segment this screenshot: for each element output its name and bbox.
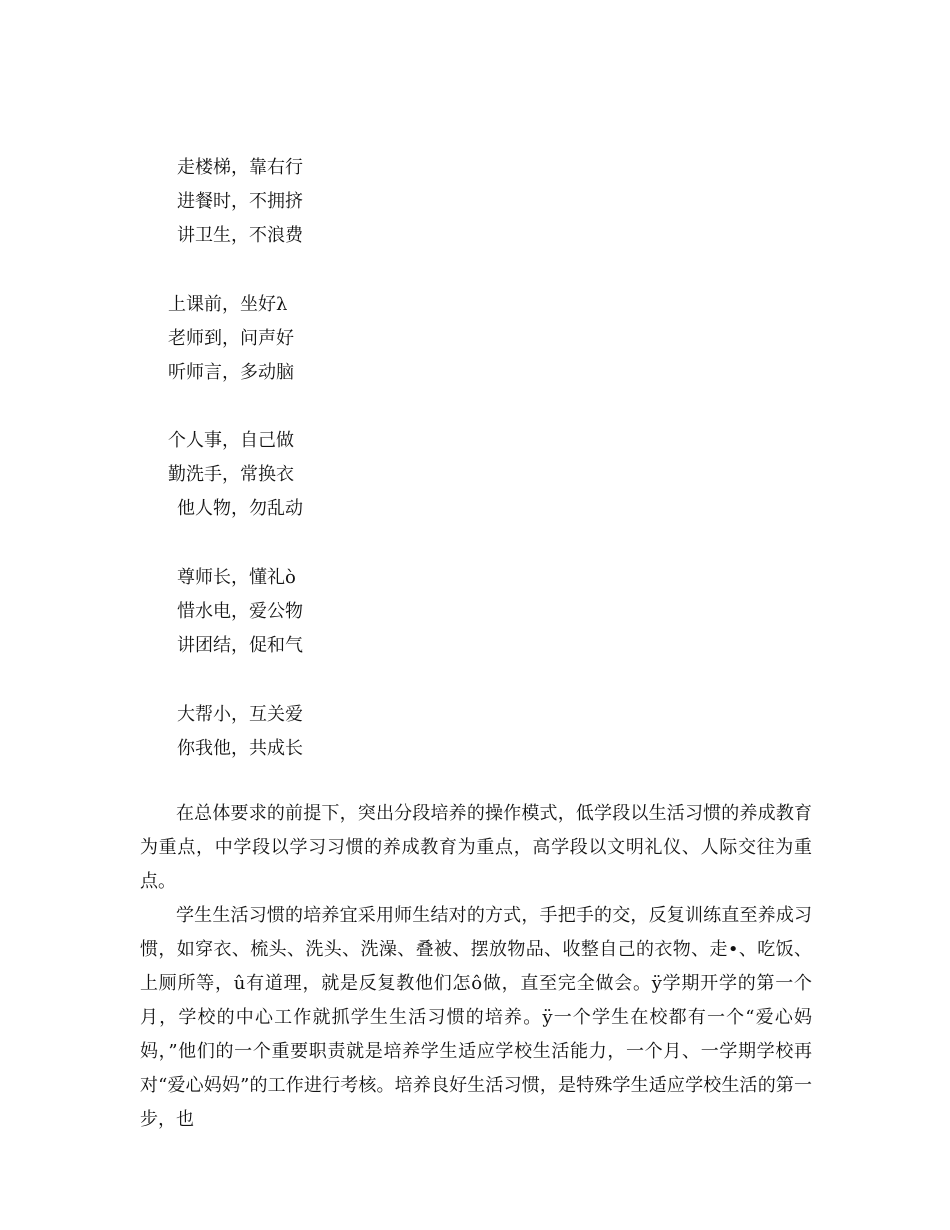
verse-line: 勤洗手，常换衣 <box>168 464 294 485</box>
verse-line: 惜水电，爱公物 <box>177 601 303 622</box>
verse-line: 个人事，自己做 <box>168 430 294 451</box>
verse-line: 老师到，问声好 <box>168 328 294 349</box>
verse-line: 上课前，坐好λ <box>168 294 288 315</box>
verse-line: 讲卫生，不浪费 <box>177 225 303 246</box>
verse-line: 进餐时，不拥挤 <box>177 191 303 212</box>
verse-line: 听师言，多动脑 <box>168 362 294 383</box>
verse-line: 讲团结，促和气 <box>177 635 303 656</box>
body-paragraph: 在总体要求的前提下，突出分段培养的操作模式，低学段以生活习惯的养成教育为重点，中学段以学习习惯的养成教育为重点，高学段以文明礼仪、人际交往为重点。 <box>140 803 812 892</box>
body-paragraph: 学生生活习惯的培养宜采用师生结对的方式，手把手的交，反复训练直至养成习惯，如穿衣、梳头、洗头、洗澡、叠被、摆放物品、收整自己的衣物、走•、吃饭、上厕所等，û有道理，就是反复教他们怎ô做，直至完全做会。ÿ学期开学的第一个月，学校的中心工作就抓学生生活习惯的培养。ÿ一个学生在校都有一个“爱心妈妈，”他们的一个重要职责就是培养学生适应学校生活能力，一个月、一学期学校再对“爱心妈妈”的工作进行考核。培养良好生活习惯，是特殊学生适应学校生活的第一步，也 <box>140 905 812 1130</box>
verse-line: 你我他，共成长 <box>177 738 303 759</box>
verse-line: 大帮小，互关爱 <box>177 704 303 725</box>
verse-line: 走楼梯，靠右行 <box>177 157 303 178</box>
verse-line: 他人物，勿乱动 <box>177 498 303 519</box>
verse-line: 尊师长，懂礼ò <box>177 567 296 588</box>
